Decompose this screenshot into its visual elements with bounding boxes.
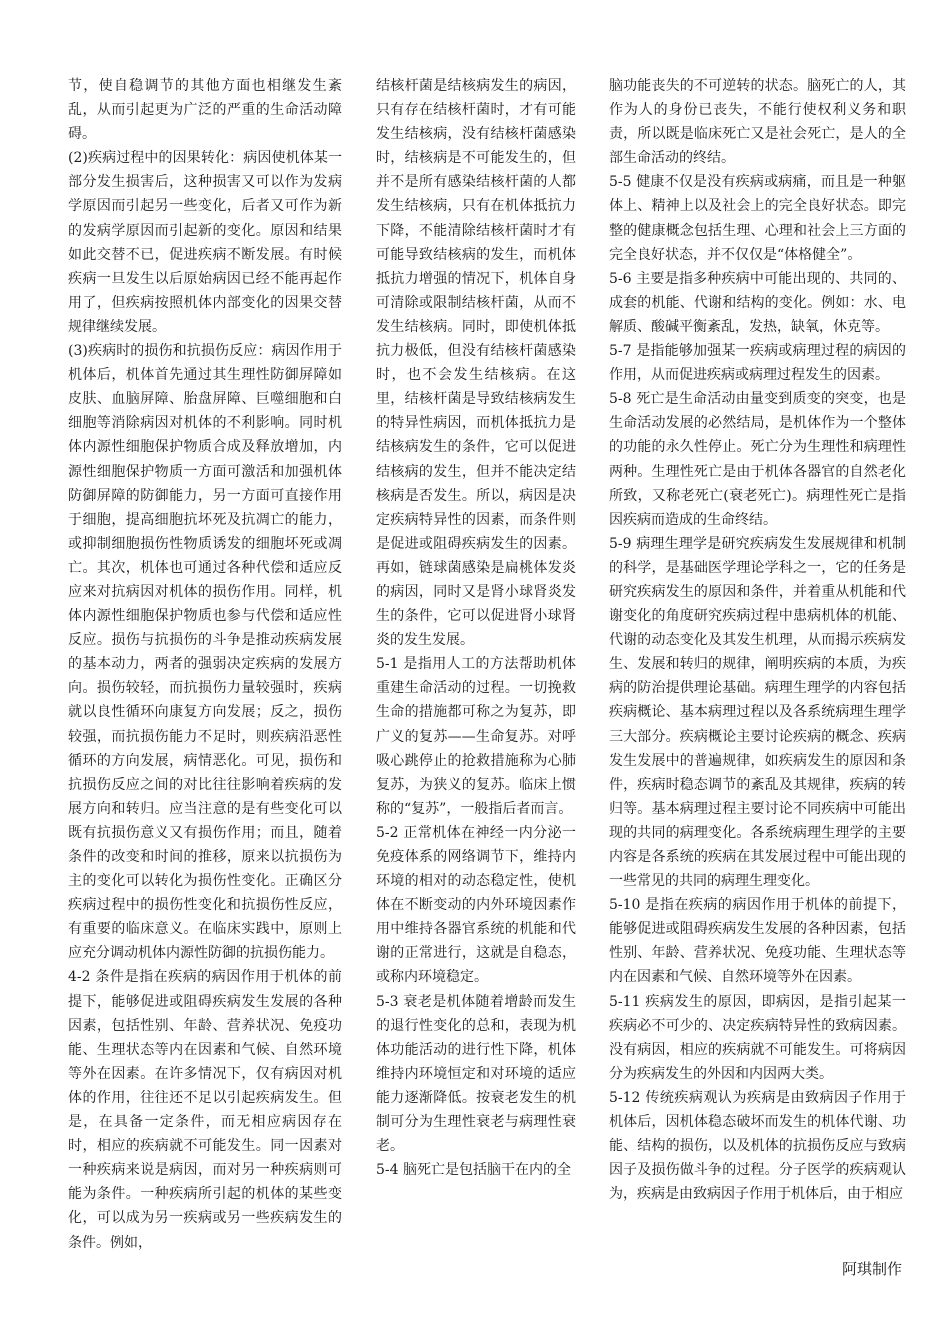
paragraph: 5-4 脑死亡是包括脑干在内的全 bbox=[376, 1162, 571, 1179]
text-column-1 bbox=[68, 74, 342, 1255]
paragraph: 脑功能丧失的不可逆转的状态。脑死亡的人，其作为人的身份已丧失，不能行使权利义务和职责，所以既是临床死亡又是社会死亡，是人的全部生命活动的终结。 bbox=[609, 78, 906, 167]
paragraph: 结核杆菌是结核病发生的病因，只有存在结核杆菌时，才有可能发生结核病，没有结核杆菌感染时，结核病是不可能发生的，但并不是所有感染结核杆菌的人都发生结核病，只有在机体抵抗力下降，不能清除结核杆菌时才有可能导致结核病的发生，而机体抵抗力增强的情况下，机体自身可清除或限制结核杆菌，从而不发生结核病。同时，即使机体抵抗力极低，但没有结核杆菌感染时，也不会发生结核病。在这里，结核杆菌是导致结核病发生的特异性病因，而机体抵抗力是结核病发生的条件，它可以促进结核病的发生，但并不能决定结核病是否发生。所以，病因是决定疾病特异性的因素，而条件则是促进或阻碍疾病发生的因素。再如，链球菌感染是扁桃体发炎的病因，同时又是肾小球肾炎发生的条件，它可以促进肾小球肾炎的发生发展。 bbox=[376, 78, 576, 649]
paragraph: 5-7 是指能够加强某一疾病或病理过程的病因的作用，从而促进疾病或病理过程发生的因素。 bbox=[609, 343, 906, 384]
paragraph: 5-6 主要是指多种疾病中可能出现的、共同的、成套的机能、代谢和结构的变化。例如：水、电解质、酸碱平衡紊乱，发热，缺氧，休克等。 bbox=[609, 270, 906, 335]
paragraph: 5-12 传统疾病观认为疾病是由致病因子作用于机体后，因机体稳态破坏而发生的机体代谢、功能、结构的损伤，以及机体的抗损伤反应与致病因子及损伤做斗争的过程。分子医学的疾病观认为，疾病是由致病因子作用于机体后，由于相应 bbox=[609, 1089, 906, 1203]
paragraph: 5-9 病理生理学是研究疾病发生发展规律和机制的科学，是基础医学理论学科之一，它的任务是研究疾病发生的原因和条件，并着重从机能和代谢变化的角度研究疾病过程中患病机体的机能、代谢的动态变化及其发生机理，从而揭示疾病发生、发展和转归的规律，阐明疾病的本质，为疾病的防治提供理论基础。病理生理学的内容包括疾病概论、基本病理过程以及各系统病理生理学三大部分。疾病概论主要讨论疾病的概念、疾病发生发展中的普遍规律，如疾病发生的原因和条件，疾病时稳态调节的紊乱及其规律，疾病的转归等。基本病理过程主要讨论不同疾病中可能出现的共同的病理变化。各系统病理生理学的主要内容是各系统的疾病在其发展过程中可能出现的一些常见的共同的病理生理变化。 bbox=[609, 535, 906, 890]
paragraph: 5-10 是指在疾病的病因作用于机体的前提下，能够促进或阻碍疾病发生发展的各种因素，包括性别、年龄、营养状况、免疫功能、生理状态等内在因素和气候、自然环境等外在因素。 bbox=[609, 897, 906, 986]
paragraph: 5-3 衰老是机体随着增龄而发生的退行性变化的总和，表现为机体功能活动的进行性下降，机体维持内环境恒定和对环境的适应能力逐渐降低。按衰老发生的机制可分为生理性衰老与病理性衰老。 bbox=[376, 993, 576, 1155]
text-column-3 bbox=[609, 74, 906, 1206]
paragraph: 5-11 疾病发生的原因，即病因，是指引起某一疾病必不可少的、决定疾病特异性的致病因素。没有病因，相应的疾病就不可能发生。可将病因分为疾病发生的外因和内因两大类。 bbox=[609, 993, 906, 1082]
paragraph: 5-8 死亡是生命活动由量变到质变的突变，也是生命活动发展的必然结局，是机体作为一个整体的功能的永久性停止。死亡分为生理性和病理性两种。生理性死亡是由于机体各器官的自然老化所致，又称老死亡(衰老死亡)。病理性死亡是指因疾病而造成的生命终结。 bbox=[609, 391, 906, 528]
text-column-2 bbox=[376, 74, 576, 1182]
paragraph: (3)疾病时的损伤和抗损伤反应：病因作用于机体后，机体首先通过其生理性防御屏障如皮肤、血脑屏障、胎盘屏障、巨噬细胞和白细胞等消除病因对机体的不利影响。同时机体内源性细胞保护物质合成及释放增加，内源性细胞保护物质一方面可激活和加强机体防御屏障的防御能力，另一方面可直接作用于细胞，提高细胞抗坏死及抗凋亡的能力，或抑制细胞损伤性物质诱发的细胞坏死或凋亡。其次，机体也可通过各种代偿和适应反应来对抗病因对机体的损伤作用。同样，机体内源性细胞保护物质也参与代偿和适应性反应。损伤与抗损伤的斗争是推动疾病发展的基本动力，两者的强弱决定疾病的发展方向。损伤较轻，而抗损伤力量较强时，疾病就以良性循环向康复方向发展；反之，损伤较强，而抗损伤能力不足时，则疾病沿恶性循环的方向发展，病情恶化。可见，损伤和抗损伤反应之间的对比往往影响着疾病的发展方向和转归。应当注意的是有些变化可以既有抗损伤意义又有损伤作用；而且，随着条件的改变和时间的推移，原来以抗损伤为主的变化可以转化为损伤性变化。正确区分疾病过程中的损伤性变化和抗损伤性反应，有重要的临床意义。在临床实践中，原则上应充分调动机体内源性防御的抗损伤能力。 bbox=[68, 343, 342, 962]
paragraph: 4-2 条件是指在疾病的病因作用于机体的前提下，能够促进或阻碍疾病发生发展的各种因素，包括性别、年龄、营养状况、免疫功能、生理状态等内在因素和气候、自然环境等外在因素。在许多情况下，仅有病因对机体的作用，往往还不足以引起疾病发生。但是，在具备一定条件，而无相应病因存在时，相应的疾病就不可能发生。同一因素对一种疾病来说是病因，而对另一种疾病则可能为条件。一种疾病所引起的机体的某些变化，可以成为另一疾病或另一些疾病发生的条件。例如， bbox=[68, 969, 342, 1251]
paragraph: 5-1 是指用人工的方法帮助机体重建生命活动的过程。一切挽救生命的措施都可称之为复苏，即广义的复苏——生命复苏。对呼吸心跳停止的抢救措施称为心肺复苏，为狭义的复苏。临床上惯称的“复苏”，一般指后者而言。 bbox=[376, 656, 576, 817]
paragraph: 5-2 正常机体在神经一内分泌一免疫体系的网络调节下，维持内环境的相对的动态稳定性，使机体在不断变动的内外环境因素作用中维持各器官系统的机能和代谢的正常进行，这就是自稳态，或称内环境稳定。 bbox=[376, 824, 576, 986]
paragraph: 节，使自稳调节的其他方面也相继发生紊乱，从而引起更为广泛的严重的生命活动障碍。 bbox=[68, 78, 342, 143]
paragraph: 5-5 健康不仅是没有疾病或病痛，而且是一种躯体上、精神上以及社会上的完全良好状态。即完整的健康概念包括生理、心理和社会上三方面的完全良好状态，并不仅仅是“体格健全”。 bbox=[609, 174, 906, 263]
footer-credit: 阿琪制作 bbox=[841, 1260, 902, 1278]
paragraph: (2)疾病过程中的因果转化：病因使机体某一部分发生损害后，这种损害又可以作为发病学原因而引起另一些变化，后者又可作为新的发病学原因而引起新的变化。原因和结果如此交替不已，促进疾病不断发展。有时候疾病一旦发生以后原始病因已经不能再起作用了，但疾病按照机体内部变化的因果交替规律继续发展。 bbox=[68, 150, 342, 335]
